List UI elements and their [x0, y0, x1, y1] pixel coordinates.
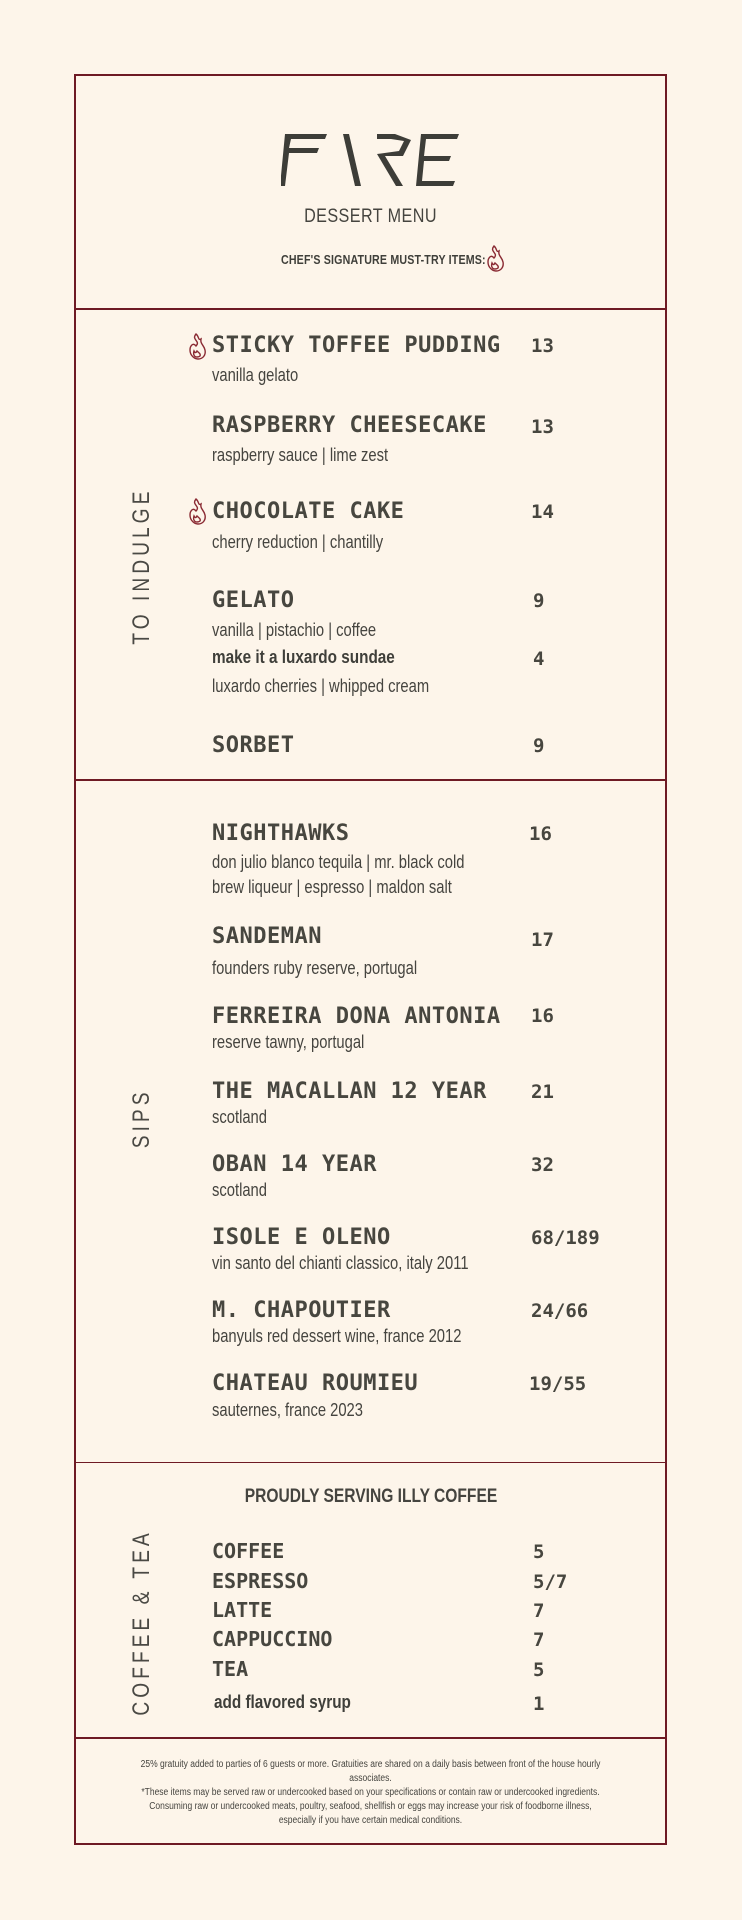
signature-note-text: CHEF'S SIGNATURE MUST-TRY ITEMS: — [280, 252, 486, 267]
section-divider — [76, 1462, 665, 1463]
item-name: ISOLE E OLENO — [212, 1225, 391, 1250]
item-desc: don julio blanco tequila | mr. black cold brew liqueur | espresso | maldon salt — [212, 852, 465, 897]
item-desc: vanilla gelato — [212, 365, 299, 385]
item-price: 13 — [531, 416, 554, 438]
item-price: 32 — [531, 1154, 554, 1176]
item-desc: raspberry sauce | lime zest — [212, 445, 389, 465]
addon-name: make it a luxardo sundae — [212, 647, 395, 667]
item-price: 16 — [531, 1005, 554, 1027]
item-name: RASPBERRY CHEESECAKE — [212, 413, 487, 438]
item-desc: sauternes, france 2023 — [212, 1400, 363, 1420]
item-desc: vanilla | pistachio | coffee — [212, 620, 377, 640]
item-name: SANDEMAN — [212, 924, 322, 949]
item-desc: cherry reduction | chantilly — [212, 532, 384, 552]
item-price: 9 — [533, 590, 545, 612]
syrup-addon-name: add flavored syrup — [214, 1692, 351, 1712]
item-price: 21 — [531, 1081, 554, 1103]
item-name: FERREIRA DONA ANTONIA — [212, 1004, 501, 1029]
item-price: 19/55 — [529, 1373, 587, 1395]
item-name: CHATEAU ROUMIEU — [212, 1371, 419, 1396]
coffee-item-price: 5/7 — [533, 1571, 568, 1593]
signature-note — [76, 244, 665, 275]
item-desc: scotland — [212, 1180, 267, 1200]
item-name: CHOCOLATE CAKE — [212, 499, 405, 524]
addon-desc: luxardo cherries | whipped cream — [212, 676, 430, 696]
item-desc: reserve tawny, portugal — [212, 1032, 365, 1052]
item-desc: vin santo del chianti classico, italy 2011 — [212, 1253, 469, 1273]
menu-title: DESSERT MENU — [304, 206, 437, 227]
coffee-item-price: 7 — [533, 1600, 545, 1622]
section-divider — [76, 308, 665, 310]
item-desc: banyuls red dessert wine, france 2012 — [212, 1326, 462, 1346]
coffee-item-price: 7 — [533, 1629, 545, 1651]
item-name: OBAN 14 YEAR — [212, 1152, 377, 1177]
coffee-item-price: 5 — [533, 1659, 545, 1681]
section-label-sips: SIPS — [128, 1088, 155, 1149]
item-name: STICKY TOFFEE PUDDING — [212, 333, 501, 358]
fire-logo-icon — [281, 134, 461, 190]
coffee-item-name: TEA — [212, 1657, 249, 1681]
section-divider — [76, 779, 665, 781]
signature-flame-icon — [187, 332, 207, 365]
signature-flame-icon — [187, 497, 207, 530]
item-price: 13 — [531, 335, 554, 357]
coffee-item-name: CAPPUCCINO — [212, 1627, 333, 1651]
item-name: THE MACALLAN 12 YEAR — [212, 1079, 487, 1104]
item-name: GELATO — [212, 588, 295, 613]
flame-icon — [485, 244, 505, 275]
menu-frame — [74, 74, 667, 1845]
raw-food-disclaimer: *These items may be served raw or undercooked based on your specifications or contain raw or undercooked ingredients. Consuming raw or undercooked meats, poultry, seafood, shellfish or eggs may increase your risk of foodborne illness, especially if you have certain medical conditions. — [141, 1787, 600, 1826]
item-name: SORBET — [212, 733, 295, 758]
gratuity-note: 25% gratuity added to parties of 6 guests or more. Gratuities are shared on a daily basis between front of the house hourly associates. — [140, 1759, 601, 1784]
item-price: 16 — [529, 823, 552, 845]
section-label-indulge: TO INDULGE — [128, 487, 155, 645]
coffee-item-price: 5 — [533, 1541, 545, 1563]
coffee-heading: PROUDLY SERVING ILLY COFFEE — [244, 1486, 497, 1507]
item-price: 14 — [531, 501, 554, 523]
addon-price: 4 — [533, 648, 545, 670]
item-price: 24/66 — [531, 1300, 589, 1322]
syrup-addon-price: 1 — [533, 1693, 545, 1715]
item-price: 9 — [533, 735, 545, 757]
section-divider — [76, 1737, 665, 1739]
fire-logo — [76, 134, 665, 195]
coffee-item-name: COFFEE — [212, 1539, 285, 1563]
item-desc: scotland — [212, 1107, 267, 1127]
item-price: 17 — [531, 929, 554, 951]
item-name: M. CHAPOUTIER — [212, 1298, 391, 1323]
item-price: 68/189 — [531, 1227, 600, 1249]
item-name: NIGHTHAWKS — [212, 821, 350, 846]
item-desc: founders ruby reserve, portugal — [212, 958, 418, 978]
coffee-item-name: LATTE — [212, 1598, 273, 1622]
section-label-coffee: COFFEE & TEA — [128, 1529, 155, 1716]
coffee-item-name: ESPRESSO — [212, 1569, 309, 1593]
